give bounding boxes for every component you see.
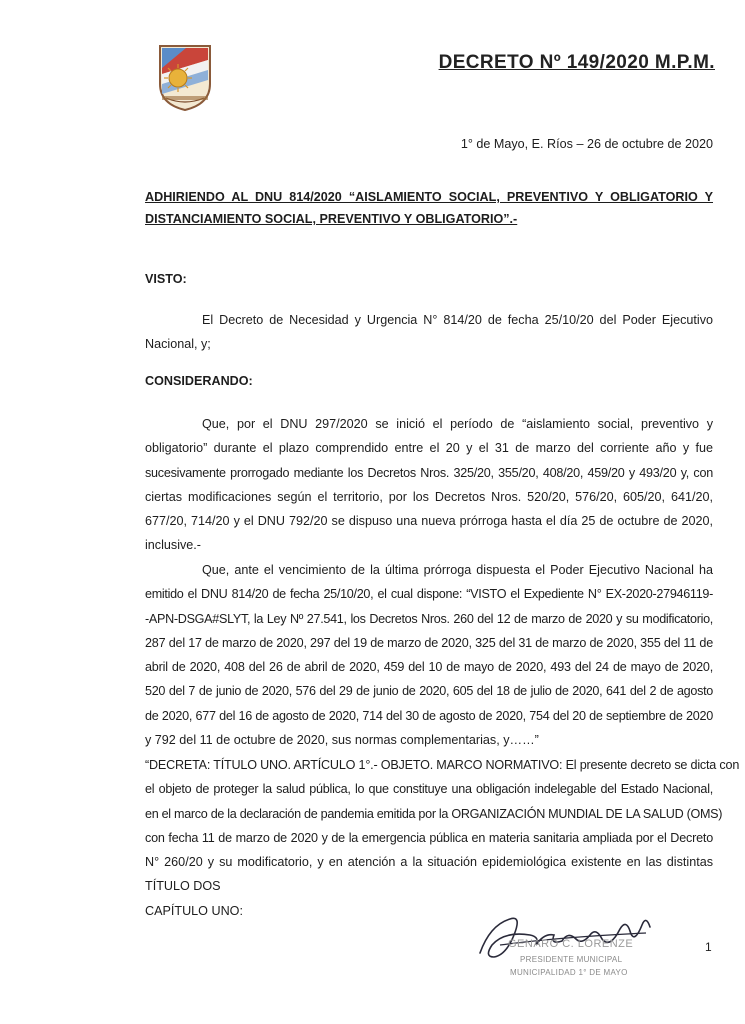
paragraph-line: en el marco de la declaración de pandemia emitida por la ORGANIZACIÓN MUNDIAL DE LA SALUD (OMS)	[145, 806, 723, 821]
place-date: 1° de Mayo, E. Ríos – 26 de octubre de 2020	[460, 137, 713, 151]
paragraph-line: TÍTULO DOS	[145, 879, 221, 894]
municipal-seal-icon	[152, 40, 218, 112]
paragraph-line: El Decreto de Necesidad y Urgencia N° 814/20 de fecha 25/10/20 del Poder Ejecutivo	[202, 313, 713, 327]
visto-heading: VISTO:	[145, 272, 187, 286]
paragraph-line: 287 del 17 de marzo de 2020, 297 del 19 de marzo de 2020, 325 del 31 de marzo de 2020, 355 del 11 de	[145, 635, 713, 650]
page-number: 1	[705, 940, 712, 954]
decree-title: DECRETO Nº 149/2020 M.P.M.	[438, 52, 715, 73]
signature-stamp-org: MUNICIPALIDAD 1° DE MAYO	[510, 968, 628, 977]
paragraph-line: con fecha 11 de marzo de 2020 y de la emergencia pública en materia sanitaria ampliada por el Decreto	[145, 830, 713, 845]
considerando-heading: CONSIDERANDO:	[145, 374, 253, 388]
subject-line: ADHIRIENDO AL DNU 814/2020 “AISLAMIENTO SOCIAL, PREVENTIVO Y OBLIGATORIO Y	[145, 190, 713, 204]
decreta-paragraph	[145, 753, 740, 923]
paragraph-line: Que, por el DNU 297/2020 se inició el período de “aislamiento social, preventivo y	[202, 417, 713, 431]
paragraph-line: ciertas modificaciones según el territorio, por los Decretos Nros. 520/20, 576/20, 605/20, 641/20,	[145, 489, 713, 504]
paragraph-line: -APN-DSGA#SLYT, la Ley Nº 27.541, los Decretos Nros. 260 del 12 de marzo de 2020 y su modificatorio,	[145, 611, 713, 626]
paragraph-line: sucesivamente prorrogado mediante los Decretos Nros. 325/20, 355/20, 408/20, 459/20 y 493/20 y, con	[145, 465, 713, 480]
signature-stamp-name: GENARO C. LORENZE	[508, 938, 634, 950]
paragraph-line: y 792 del 11 de octubre de 2020, sus normas complementarias, y……”	[145, 733, 539, 748]
paragraph-line: 677/20, 714/20 y el DNU 792/20 se dispuso una nueva prórroga hasta el día 25 de octubre de 2020,	[145, 514, 713, 529]
paragraph-line: obligatorio” durante el plazo comprendido entre el 20 y el 31 de marzo del corriente año y fue	[145, 441, 713, 456]
paragraph-line: de 2020, 677 del 16 de agosto de 2020, 714 del 30 de agosto de 2020, 754 del 20 de septiembre de 2020	[145, 708, 713, 723]
considerando-paragraph-1	[145, 412, 713, 558]
paragraph-line: “DECRETA: TÍTULO UNO. ARTÍCULO 1°.- OBJETO. MARCO NORMATIVO: El presente decreto se dicta con	[145, 758, 740, 772]
signature-stamp-role: PRESIDENTE MUNICIPAL	[520, 955, 623, 964]
paragraph-line: emitido el DNU 814/20 de fecha 25/10/20, el cual dispone: “VISTO el Expediente N° EX-2020-27946119-	[145, 587, 713, 602]
paragraph-line: inclusive.-	[145, 538, 201, 553]
paragraph-line: 520 del 7 de junio de 2020, 576 del 29 de junio de 2020, 605 del 18 de julio de 2020, 641 del 2 de agosto	[145, 684, 713, 699]
visto-paragraph	[145, 308, 713, 357]
paragraph-line: CAPÍTULO UNO:	[145, 903, 243, 918]
paragraph-line: abril de 2020, 408 del 26 de abril de 2020, 459 del 10 de mayo de 2020, 493 del 24 de mayo de 2020,	[145, 660, 713, 675]
paragraph-line: Nacional, y;	[145, 337, 211, 352]
decree-subject	[145, 186, 713, 230]
paragraph-line: el objeto de proteger la salud pública, lo que constituye una obligación indelegable del Estado Nacional,	[145, 782, 713, 797]
paragraph-line: Que, ante el vencimiento de la última prórroga dispuesta el Poder Ejecutivo Nacional ha	[202, 563, 713, 577]
subject-line: DISTANCIAMIENTO SOCIAL, PREVENTIVO Y OBLIGATORIO”.-	[145, 212, 518, 226]
paragraph-line: N° 260/20 y su modificatorio, y en atención a la situación epidemiológica existente en las distintas	[145, 855, 713, 870]
considerando-paragraph-2	[145, 558, 713, 752]
